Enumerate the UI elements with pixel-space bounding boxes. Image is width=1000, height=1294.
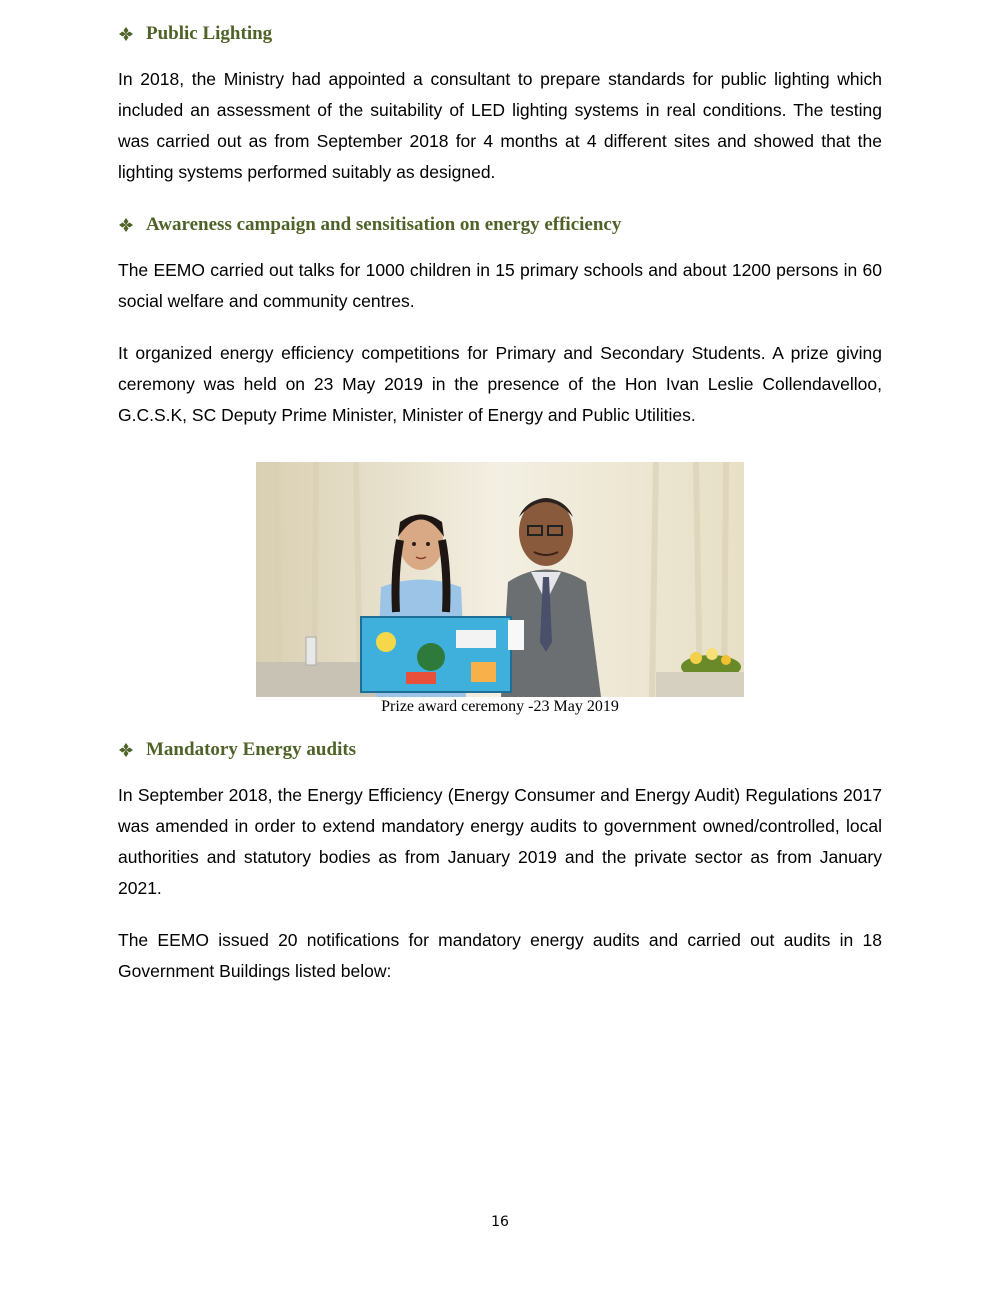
section-heading-public-lighting bbox=[118, 23, 272, 45]
paragraph-competitions: It organized energy efficiency competitions for Primary and Secondary Students. A prize giving ceremony was held on 23 May 2019 in the presence of the Hon Ivan Leslie Collendavelloo, G.C.S.K, SC Deputy Prime Minister, Minister of Energy and Public Utilities. bbox=[118, 343, 882, 425]
diamond-bullet-icon bbox=[118, 26, 134, 42]
section-heading-text: Awareness campaign and sensitisation on energy efficiency bbox=[146, 214, 622, 235]
section-heading-mandatory-energy-audits bbox=[118, 739, 356, 761]
paragraph-regulations: In September 2018, the Energy Efficiency (Energy Consumer and Energy Audit) Regulations 2017 was amended in order to extend mandatory energy audits to government owned/controlled, local authorities and statutory bodies as from January 2019 and the private sector as from January 2021. bbox=[118, 785, 882, 898]
page-number: 16 bbox=[491, 1214, 509, 1230]
section-heading-awareness-campaign bbox=[118, 214, 621, 236]
paragraph-talks: The EEMO carried out talks for 1000 children in 15 primary schools and about 1200 persons in 60 social welfare and community centres. bbox=[118, 260, 882, 311]
prize-ceremony-photo bbox=[256, 462, 744, 697]
diamond-bullet-icon bbox=[118, 742, 134, 758]
paragraph-notifications: The EEMO issued 20 notifications for mandatory energy audits and carried out audits in 18 Government Buildings listed below: bbox=[118, 930, 882, 981]
photo-caption: Prize award ceremony -23 May 2019 bbox=[381, 698, 619, 715]
diamond-bullet-icon bbox=[118, 217, 134, 233]
paragraph-public-lighting: In 2018, the Ministry had appointed a consultant to prepare standards for public lighting which included an assessment of the suitability of LED lighting systems in real conditions. The testing was carried out as from September 2018 for 4 months at 4 different sites and showed that the lighting systems performed suitably as designed. bbox=[118, 69, 882, 182]
section-heading-text: Public Lighting bbox=[146, 23, 273, 44]
section-heading-text: Mandatory Energy audits bbox=[146, 739, 357, 760]
